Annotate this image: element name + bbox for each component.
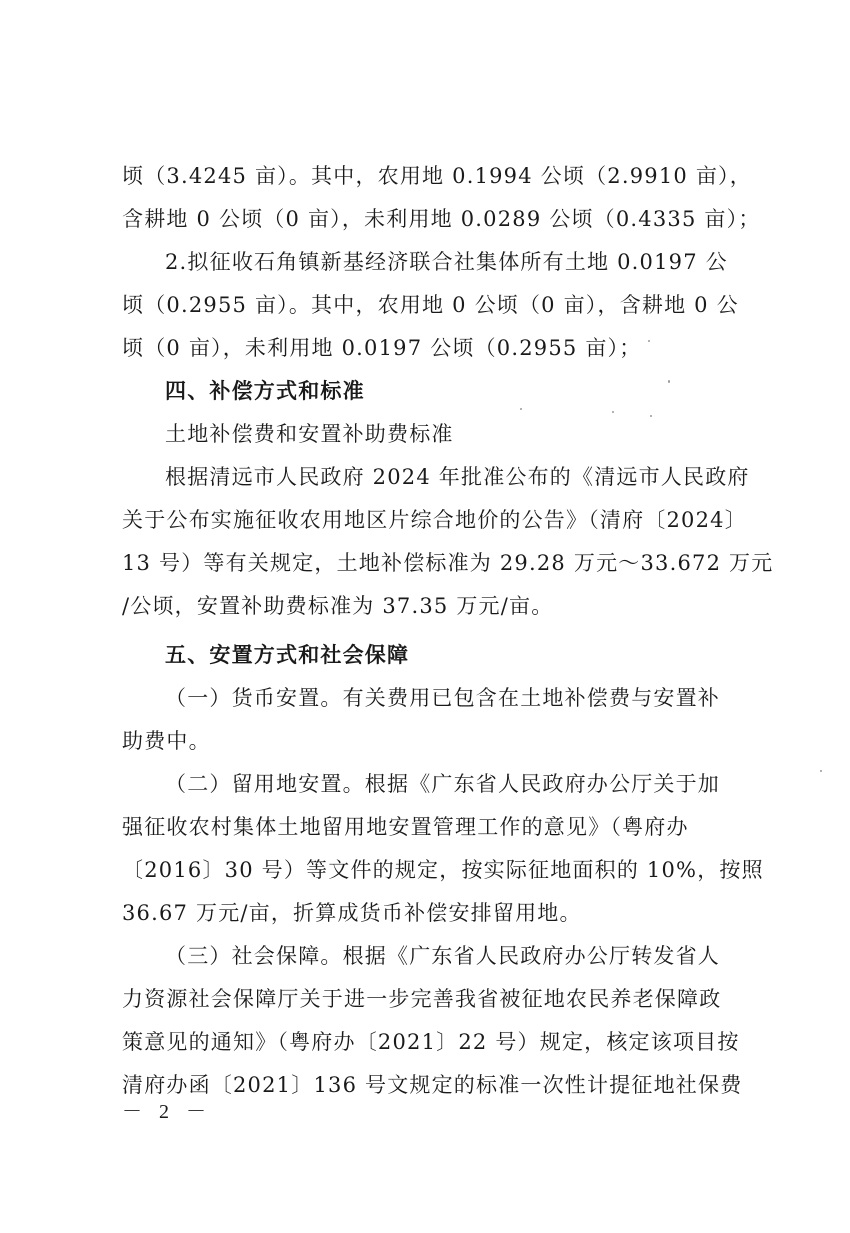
monetary-resettlement (122, 677, 750, 763)
text-line: 含耕地 0 公顷（0 亩），未利用地 0.0289 公顷（0.4335 亩）； (122, 207, 761, 231)
text-line: 强征收农村集体土地留用地安置管理工作的意见》（粤府办 (122, 815, 689, 839)
text-line: 力资源社会保障厅关于进一步完善我省被征地农民养老保障政 (122, 987, 722, 1011)
scan-speck (820, 770, 822, 772)
section-heading: 五、安置方式和社会保障 (165, 643, 410, 667)
section-5 (122, 634, 764, 1107)
scan-speck (648, 340, 650, 342)
text-line: 顷（0.2955 亩）。其中，农用地 0 公顷（0 亩），含耕地 0 公 (122, 293, 739, 317)
text-line: 清府办函〔2021〕136 号文规定的标准一次性计提征地社保费 (122, 1073, 743, 1097)
text-line: 根据清远市人民政府 2024 年批准公布的《清远市人民政府 (165, 465, 750, 489)
text-line: /公顷，安置补助费标准为 37.35 万元/亩。 (122, 594, 554, 618)
text-line: 13 号）等有关规定，土地补偿标准为 29.28 万元～33.672 万元 (122, 551, 774, 575)
text-line: 36.67 万元/亩，折算成货币补偿安排留用地。 (122, 901, 582, 925)
section-subtitle: 土地补偿费和安置补助费标准 (165, 422, 454, 446)
text-line: （一）货币安置。有关费用已包含在土地补偿费与安置补 (165, 686, 720, 710)
scan-speck (650, 415, 652, 417)
scan-speck (612, 411, 614, 413)
text-line: 顷（3.4245 亩）。其中，农用地 0.1994 公顷（2.9910 亩）， (122, 164, 752, 188)
page-number: － 2 － (122, 1101, 212, 1123)
text-line: 助费中。 (122, 729, 211, 753)
scan-speck (520, 408, 522, 410)
section-heading: 四、补偿方式和标准 (165, 379, 365, 403)
scan-speck (668, 380, 670, 383)
text-line: （二）留用地安置。根据《广东省人民政府办公厅关于加 (165, 772, 720, 796)
social-security (122, 935, 750, 1107)
section-4 (122, 370, 774, 628)
document-body (122, 155, 774, 1107)
text-line: 关于公布实施征收农用地区片综合地价的公告》（清府〔2024〕 (122, 508, 747, 532)
text-line: 2.拟征收石角镇新基经济联合社集体所有土地 0.0197 公 (165, 250, 728, 274)
text-line: 顷（0 亩），未利用地 0.0197 公顷（0.2955 亩）； (122, 336, 642, 360)
reserved-land-resettlement (122, 763, 764, 935)
land-item-2 (122, 241, 750, 370)
text-line: （三）社会保障。根据《广东省人民政府办公厅转发省人 (165, 944, 720, 968)
land-item-1-continued (122, 155, 761, 241)
text-line: 策意见的通知》（粤府办〔2021〕22 号）规定，核定该项目按 (122, 1030, 740, 1054)
text-line: 〔2016〕30 号）等文件的规定，按实际征地面积的 10%，按照 (122, 858, 764, 882)
